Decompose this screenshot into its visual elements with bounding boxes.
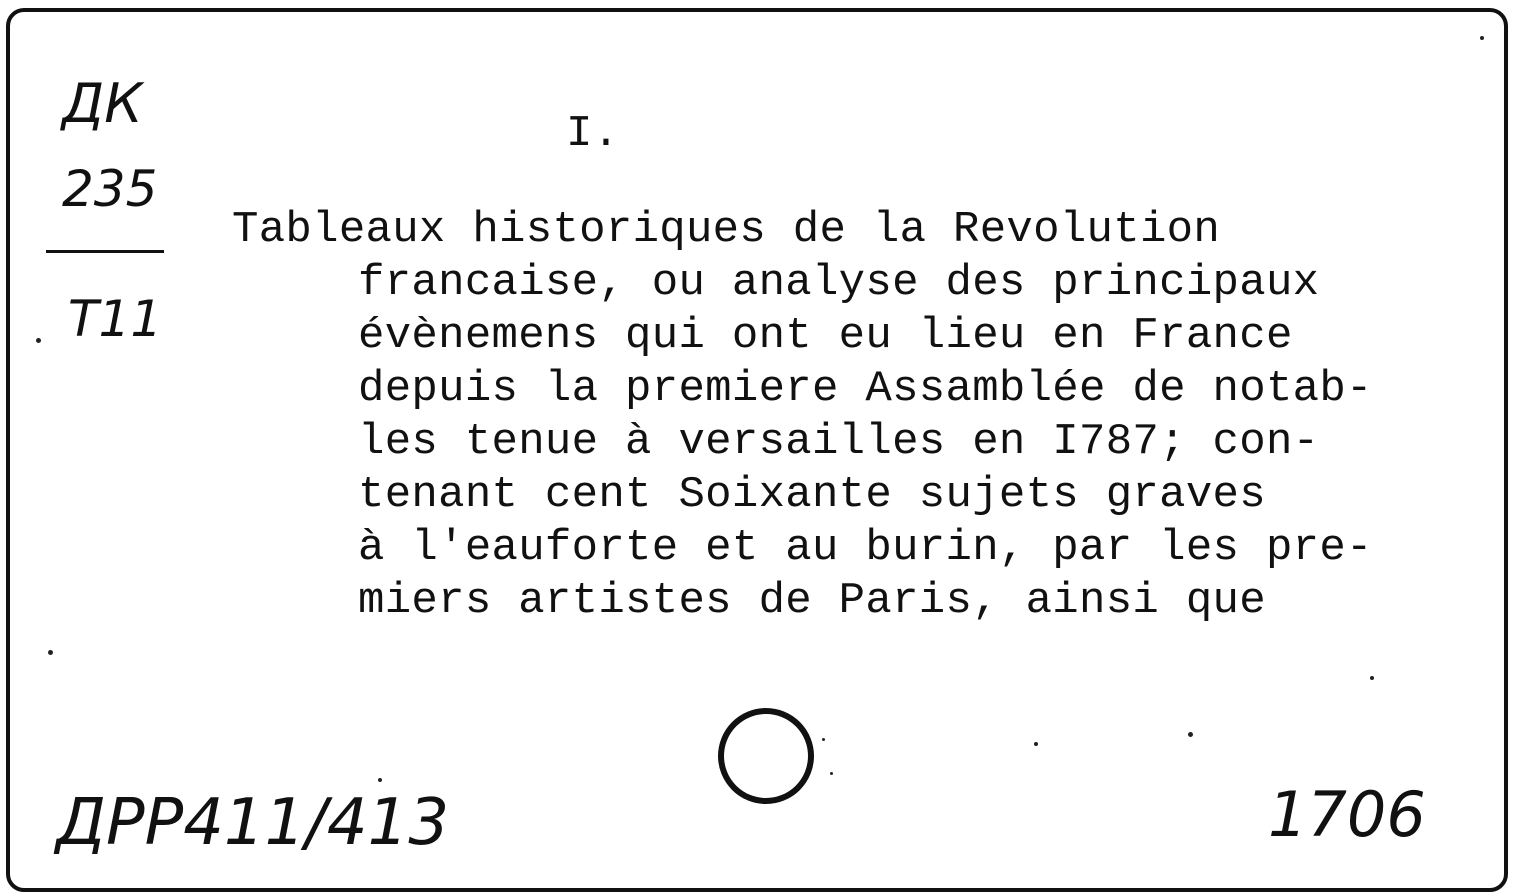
ink-speck [1480,36,1484,40]
inventory-number: ДРР411/413 [56,786,450,860]
title-line-7: à l'eauforte et au burin, par les pre- [358,523,1373,573]
ink-speck [1370,676,1374,680]
title-line-1: Tableaux historiques de la Revolution [232,205,1221,255]
shelf-mark-volume: Т11 [68,290,163,348]
shelf-mark-prefix: ДК [62,72,143,135]
shelf-mark-number: 235 [62,160,158,218]
ink-speck [36,338,41,343]
title-continuation [358,257,1373,628]
ink-speck [378,778,382,782]
ink-speck [48,650,53,655]
ink-speck [822,738,825,741]
punch-hole [718,708,814,804]
title-line-6: tenant cent Soixante sujets graves [358,470,1266,520]
title-line-8: miers artistes de Paris, ainsi que [358,576,1266,626]
title-line-2: francaise, ou analyse des principaux [358,258,1320,308]
section-number: I. [566,109,620,159]
title-line-4: depuis la premiere Assamblée de notab- [358,364,1373,414]
ink-speck [1188,732,1193,737]
title-line-5: les tenue à versailles en I787; con- [358,417,1320,467]
ink-speck [1034,742,1038,746]
ink-speck [830,772,833,775]
title-line-3: évènemens qui ont eu lieu en France [358,311,1293,361]
shelf-mark-divider [46,250,164,253]
accession-number: 1706 [1268,778,1426,851]
